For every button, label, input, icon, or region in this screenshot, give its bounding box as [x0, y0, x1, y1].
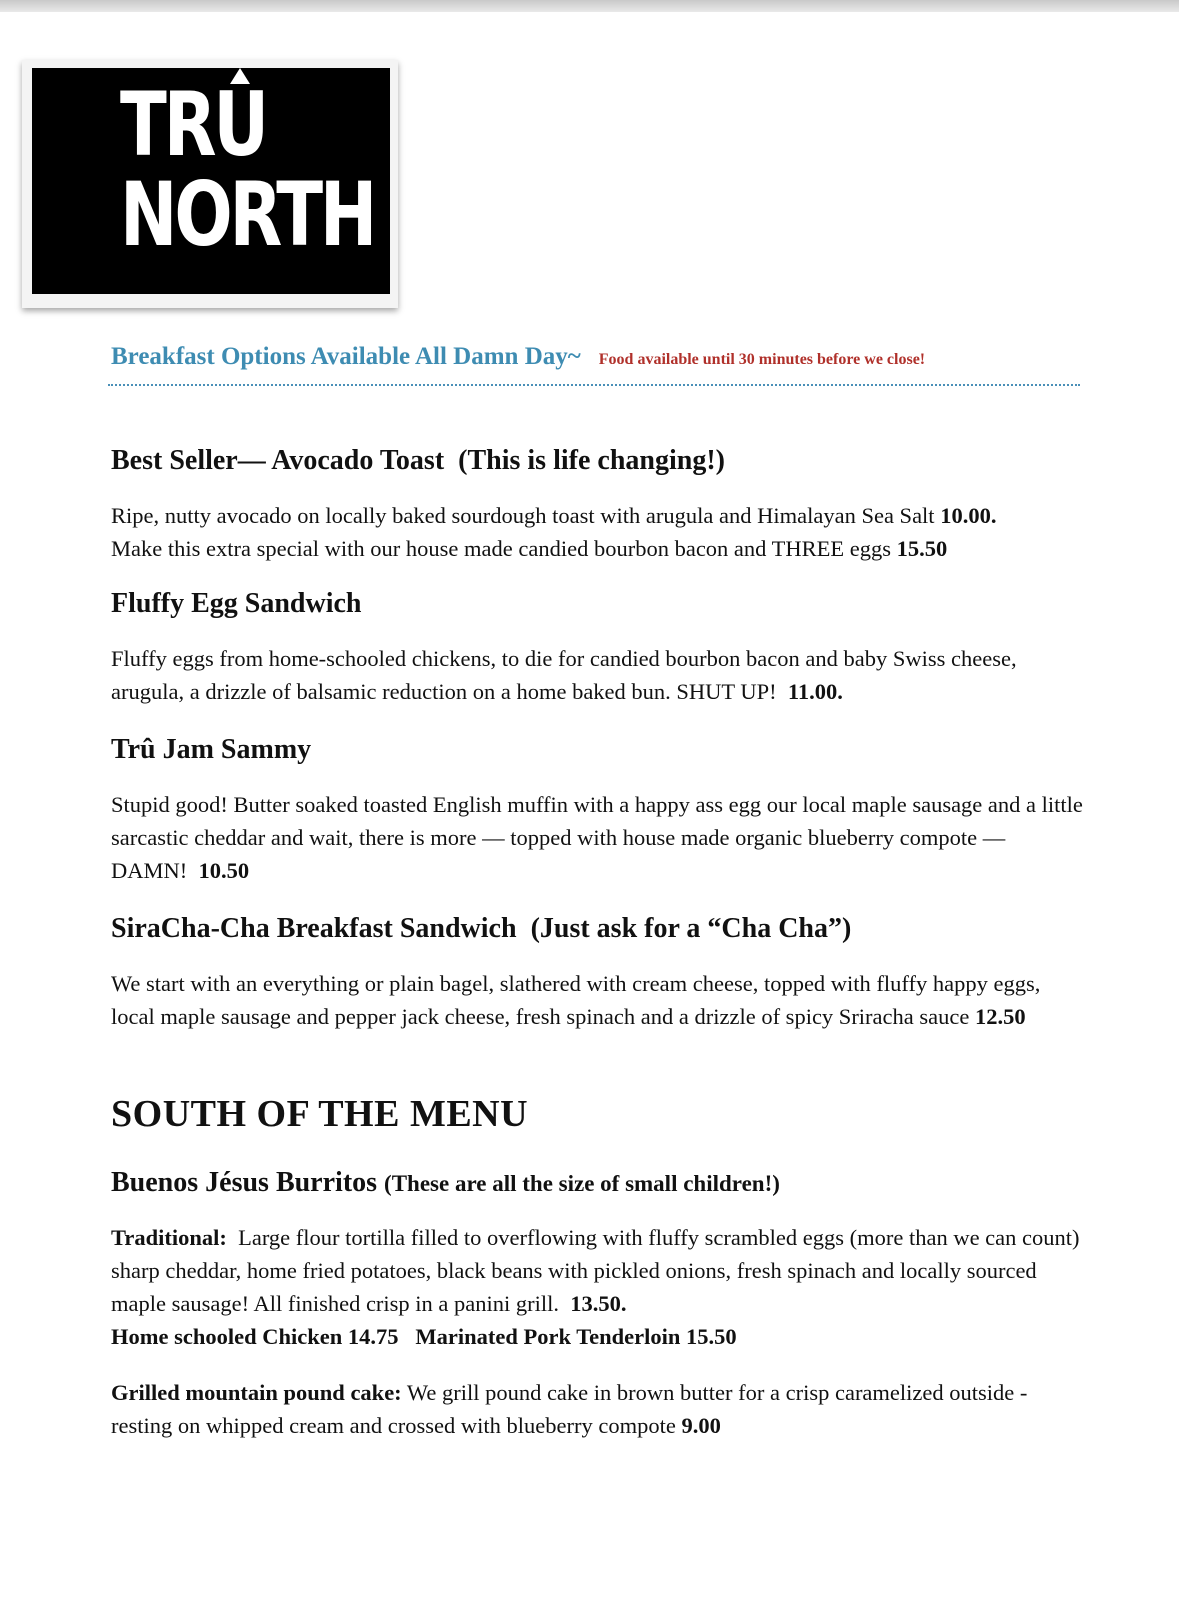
logo-black-panel: [32, 68, 390, 294]
item-price-upgrade: 15.50: [896, 536, 948, 561]
item-description: Ripe, nutty avocado on locally baked sourdough toast with arugula and Himalayan Sea Salt 10.00. Make this extra special with our house made candied bourbon bacon and THREE eggs 15.50: [111, 503, 997, 561]
section-title-south: SOUTH OF THE MENU: [111, 1093, 529, 1135]
item-description: Stupid good! Butter soaked toasted English muffin with a happy ass egg our local maple sausage and a little sarcastic cheddar and wait, there is more — topped with house made organic blueberry compote — DAMN! 10.50: [111, 792, 1083, 883]
item-title: Buenos Jésus Burritos (These are all the size of small children!): [111, 1167, 780, 1198]
tru-north-logo: [22, 60, 398, 308]
item-price: 10.00.: [940, 503, 997, 528]
menu-item-pound-cake: [111, 1376, 1086, 1442]
item-price: 9.00: [681, 1413, 721, 1438]
window-top-bar: [0, 0, 1179, 12]
menu-item-siracha-cha: [111, 912, 1086, 1033]
page-headline: Breakfast Options Available All Damn Day~: [111, 343, 581, 370]
hours-note: Food available until 30 minutes before we close!: [598, 351, 926, 368]
item-title: Trû Jam Sammy: [111, 734, 312, 765]
option-pork: Marinated Pork Tenderloin 15.50: [415, 1324, 737, 1349]
item-price: 12.50: [974, 1004, 1026, 1029]
header-row: [111, 343, 1071, 371]
item-description: We start with an everything or plain bagel, slathered with cream cheese, topped with fluffy happy eggs, local maple sausage and pepper jack cheese, fresh spinach and a drizzle of spicy Sriracha sauce 12.50: [111, 971, 1041, 1029]
item-title: Best Seller— Avocado Toast (This is life changing!): [111, 445, 725, 476]
logo-line-2: NORTH: [120, 163, 375, 266]
item-price: 13.50.: [570, 1291, 627, 1316]
item-title: Fluffy Egg Sandwich: [111, 588, 362, 619]
item-description: Traditional: Large flour tortilla filled to overflowing with fluffy scrambled eggs (more than we can count) sharp cheddar, home fried potatoes, black beans with pickled onions, fresh spinach and locally sourced maple sausage! All finished crisp in a panini grill. 13.50. Home schooled Chicken 14.75 Marinated Pork Tenderloin 15.50: [111, 1225, 1080, 1349]
option-chicken: Home schooled Chicken 14.75: [111, 1324, 399, 1349]
menu-item-fluffy-egg-sandwich: [111, 587, 1086, 708]
item-price: 10.50: [198, 858, 250, 883]
menu-item-burritos: [111, 1166, 1086, 1353]
menu-item-avocado-toast: [111, 444, 1086, 565]
item-title: SiraCha-Cha Breakfast Sandwich (Just ask for a “Cha Cha”): [111, 913, 852, 944]
traditional-label: Traditional:: [111, 1225, 227, 1250]
logo-wordmark: [120, 73, 375, 266]
item-description: Grilled mountain pound cake: We grill pound cake in brown butter for a crisp caramelized outside - resting on whipped cream and crossed with blueberry compote 9.00: [111, 1380, 1028, 1438]
dotted-divider: [108, 384, 1080, 386]
logo-line-1: TRU: [120, 73, 267, 176]
item-description: Fluffy eggs from home-schooled chickens, to die for candied bourbon bacon and baby Swiss cheese, arugula, a drizzle of balsamic reduction on a home baked bun. SHUT UP! 11.00.: [111, 646, 1017, 704]
pound-cake-label: Grilled mountain pound cake:: [111, 1380, 402, 1405]
item-price: 11.00.: [787, 679, 843, 704]
menu-item-tru-jam-sammy: [111, 733, 1086, 887]
